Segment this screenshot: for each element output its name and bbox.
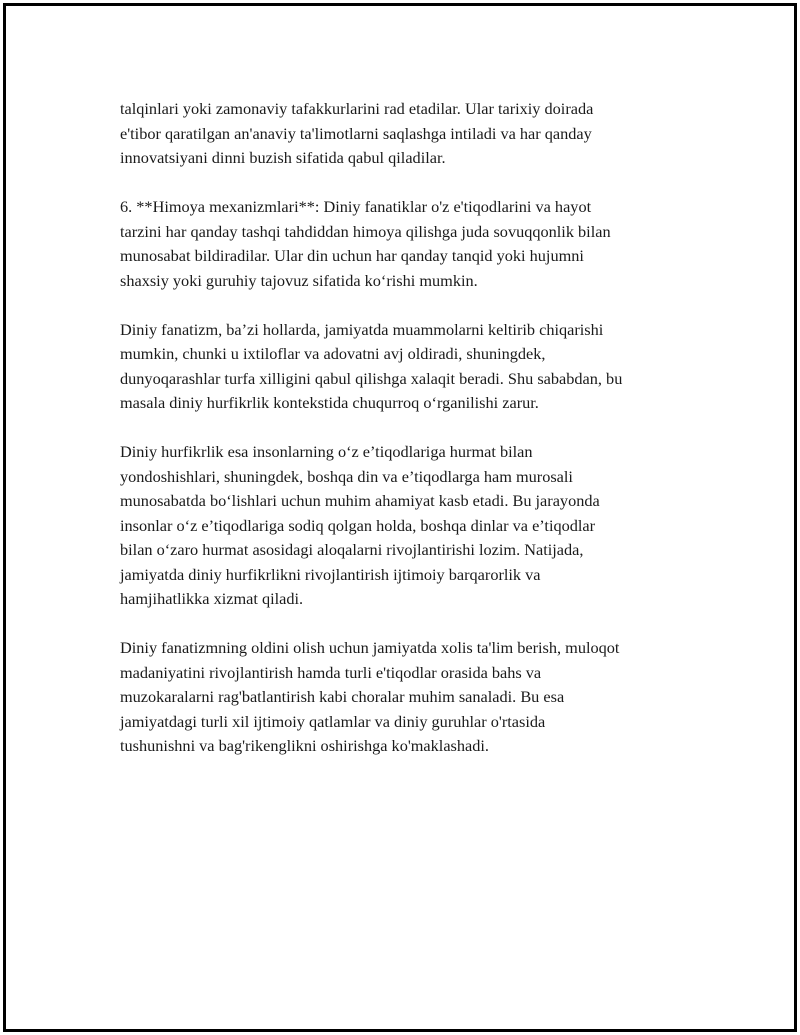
text-line: e'tibor qaratilgan an'anaviy ta'limotlarni saqlashga intiladi va har qanday <box>120 123 592 143</box>
text-line: yondoshishlari, shuningdek, boshqa din va e’tiqodlarga ham murosali <box>120 466 573 486</box>
text-line: bilan o‘zaro hurmat asosidagi aloqalarni rivojlantirishi lozim. Natijada, <box>120 540 584 559</box>
page-frame <box>3 3 797 1032</box>
text-line: tushunishni va bag'rikenglikni oshirishga ko'maklashadi. <box>120 736 489 755</box>
text-line: jamiyatda diniy hurfikrlikni rivojlantirish ijtimoiy barqarorlik va <box>120 564 541 584</box>
text-line: 6. **Himoya mexanizmlari**: Diniy fanatiklar o'z e'tiqodlarini va hayot <box>120 197 592 216</box>
text-line: munosabat bildiradilar. Ular din uchun har qanday tanqid yoki hujumni <box>120 246 584 265</box>
text-line: innovatsiyani dinni buzish sifatida qabul qiladilar. <box>120 148 446 167</box>
text-line: muzokaralarni rag'batlantirish kabi choralar muhim sanaladi. Bu esa <box>120 687 565 706</box>
paragraph-3 <box>120 318 700 416</box>
text-line: tarzini har qanday tashqi tahdiddan himoya qilishga juda sovuqqonlik bilan <box>120 221 611 241</box>
text-line: Diniy hurfikrlik esa insonlarning o‘z e’tiqodlariga hurmat bilan <box>120 442 533 461</box>
text-line: hamjihatlikka xizmat qiladi. <box>120 589 304 608</box>
text-line: insonlar o‘z e’tiqodlariga sodiq qolgan holda, boshqa dinlar va e’tiqodlar <box>120 515 596 535</box>
paragraph-2 <box>120 195 700 293</box>
text-line: jamiyatdagi turli xil ijtimoiy qatlamlar va diniy guruhlar o'rtasida <box>120 711 546 731</box>
text-line: madaniyatini rivojlantirish hamda turli e'tiqodlar orasida bahs va <box>120 662 542 682</box>
text-line: shaxsiy yoki guruhiy tajovuz sifatida ko‘rishi mumkin. <box>120 270 478 290</box>
text-line: mumkin, chunki u ixtiloflar va adovatni avj oldiradi, shuningdek, <box>120 344 546 363</box>
text-line: munosabatda bo‘lishlari uchun muhim ahamiyat kasb etadi. Bu jarayonda <box>120 491 600 510</box>
paragraph-4 <box>120 440 700 612</box>
text-line: dunyoqarashlar turfa xilligini qabul qilishga xalaqit beradi. Shu sababdan, bu <box>120 368 623 388</box>
text-line: masala diniy hurfikrlik kontekstida chuqurroq o‘rganilishi zarur. <box>120 393 539 412</box>
text-line: talqinlari yoki zamonaviy tafakkurlarini rad etadilar. Ular tarixiy doirada <box>120 99 594 118</box>
document-body <box>120 97 700 783</box>
paragraph-1 <box>120 97 700 171</box>
text-line: Diniy fanatizmning oldini olish uchun jamiyatda xolis ta'lim berish, muloqot <box>120 638 620 657</box>
paragraph-5 <box>120 636 700 759</box>
text-line: Diniy fanatizm, ba’zi hollarda, jamiyatda muammolarni keltirib chiqarishi <box>120 319 604 339</box>
